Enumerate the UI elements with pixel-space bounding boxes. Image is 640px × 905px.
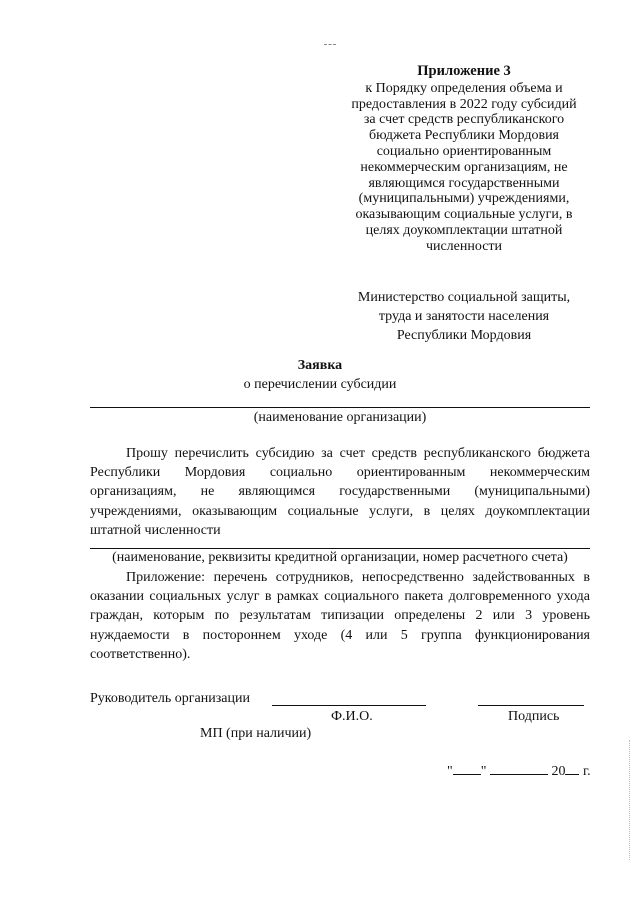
request-subtitle: о перечислении субсидии xyxy=(243,377,397,392)
date-day-blank[interactable] xyxy=(453,762,481,775)
date-quote-open: " xyxy=(447,764,453,779)
date-field[interactable] xyxy=(447,762,591,780)
date-year-prefix: 20 xyxy=(551,764,566,779)
signature-line[interactable] xyxy=(478,705,584,706)
page-top-mark xyxy=(324,44,336,45)
fio-line[interactable] xyxy=(272,705,426,706)
head-of-organization-label: Руководитель организации xyxy=(90,691,250,706)
addressee-ministry: Министерство социальной защиты, труда и занятости населения Республики Мордовия xyxy=(357,290,571,343)
date-year-suffix: г. xyxy=(582,764,591,779)
bank-details-caption: (наименование, реквизиты кредитной организации, номер расчетного счета) xyxy=(112,550,568,565)
organization-name-caption: (наименование организации) xyxy=(253,410,427,425)
request-title: Заявка xyxy=(297,358,343,373)
appendix-title: Приложение 3 xyxy=(417,63,511,79)
request-paragraph: Прошу перечислить субсидию за счет средств республиканского бюджета Республики Мордовия социально ориентированным некоммерческим организациям, не являющимся государственными (муниципальными) учреждениями, оказывающим социальные услуги, в целях доукомплектации штатной численности xyxy=(90,446,590,538)
date-year-blank[interactable] xyxy=(565,762,579,775)
bank-details-line[interactable] xyxy=(90,548,590,549)
date-month-blank[interactable] xyxy=(490,762,548,775)
organization-name-line[interactable] xyxy=(90,407,590,408)
scan-edge-marks xyxy=(629,740,632,860)
date-quote-close: " xyxy=(480,764,487,779)
appendix-header xyxy=(326,64,602,255)
stamp-placeholder: МП (при наличии) xyxy=(200,726,312,741)
signature-caption: Подпись xyxy=(508,709,560,724)
fio-caption: Ф.И.О. xyxy=(331,709,373,724)
attachment-paragraph: Приложение: перечень сотрудников, непосредственно задействованных в оказании социальных услуг в рамках социального пакета долговременного ухода граждан, которым по результатам типизации определены 2 или 3 уровень нуждаемости в постороннем уходе (4 или 5 группа функционирования соответственно). xyxy=(90,570,590,662)
appendix-reference: к Порядку определения объема и предоставления в 2022 году субсидий за счет средств республиканского бюджета Республики Мордовия социально ориентированным некоммерческим организациям, не являющимся государственными (муниципальными) учреждениями, оказывающим социальные услуги, в целях доукомплектации штатной численности xyxy=(351,80,577,254)
